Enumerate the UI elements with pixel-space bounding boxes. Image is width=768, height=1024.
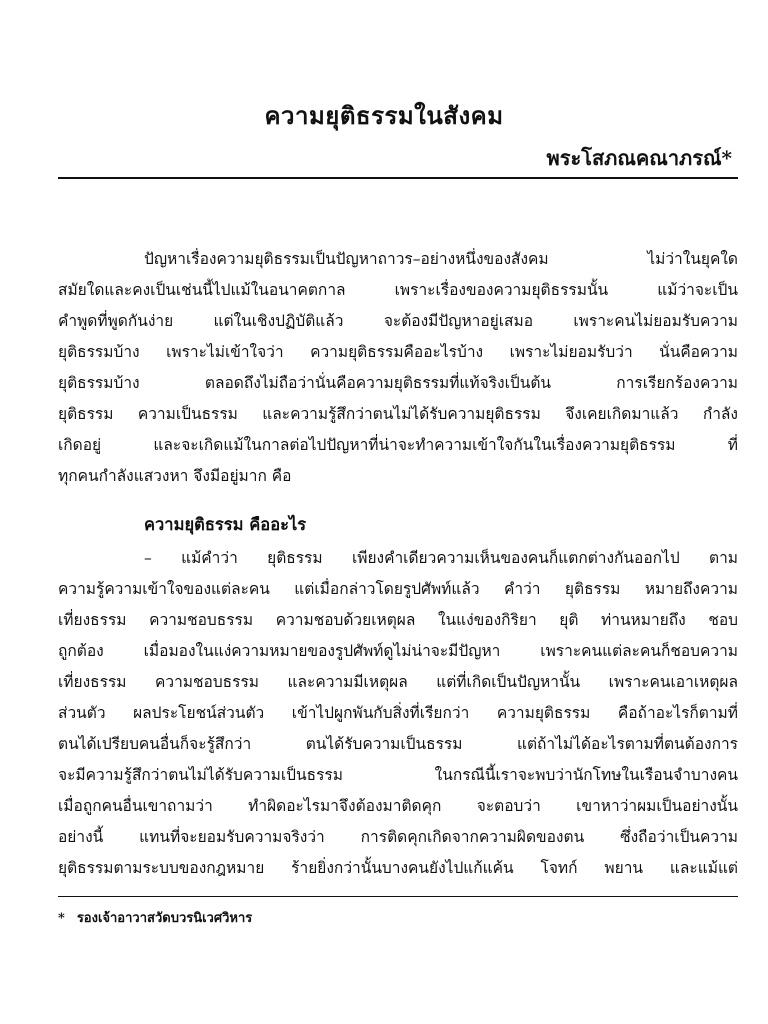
text-line: ความรู้ความเข้าใจของแต่ละคน แต่เมื่อกล่าวโดยรูปศัพท์แล้ว คำว่า ยุติธรรม หมายถึงความ xyxy=(58,580,738,598)
footnote-mark: * xyxy=(58,911,65,926)
text-line: เกิดอยู่ และจะเกิดแม้ในกาลต่อไปปัญหาที่น่าจะทำความเข้าใจกันในเรื่องความยุติธรรม ที่ xyxy=(58,436,738,454)
text-line: ถูกต้อง เมื่อมองในแง่ความหมายของรูปศัพท์ดูไม่น่าจะมีปัญหา เพราะคนแต่ละคนก็ชอบความ xyxy=(58,642,738,660)
text-line: ยุติธรรม ความเป็นธรรม และความรู้สึกว่าตนไม่ได้รับความยุติธรรม จึงเคยเกิดมาแล้ว กำลัง xyxy=(58,405,738,423)
text-line: เที่ยงธรรม ความชอบธรรม ความชอบด้วยเหตุผล ในแง่ของกิริยา ยุติ ท่านหมายถึง ชอบ xyxy=(58,611,738,629)
footnote-text: รองเจ้าอาวาสวัดบวรนิเวศวิหาร xyxy=(76,911,253,926)
text-line: ยุติธรรมตามระบบของกฎหมาย ร้ายยิ่งกว่านั้นบางคนยังไปแก้แค้น โจทก์ พยาน และแม้แต่ xyxy=(58,859,738,877)
text-line: ปัญหาเรื่องความยุติธรรมเป็นปัญหาถาวร–อย่างหนึ่งของสังคม ไม่ว่าในยุคใด xyxy=(144,250,738,268)
text-line: ยุติธรรมบ้าง ตลอดถึงไม่ถือว่านั่นคือความยุติธรรมที่แท้จริงเป็นต้น การเรียกร้องความ xyxy=(58,374,738,392)
text-line: ส่วนตัว ผลประโยชน์ส่วนตัว เข้าไปผูกพันกับสิ่งที่เรียกว่า ความยุติธรรม คือถ้าอะไรก็ตามที่ xyxy=(58,704,738,722)
paragraph-intro xyxy=(58,244,738,492)
text-line: อย่างนี้ แทนที่จะยอมรับความจริงว่า การติดคุกเกิดจากความผิดของตน ซึ่งถือว่าเป็นความ xyxy=(58,828,738,846)
text-line: เมื่อถูกคนอื่นเขาถามว่า ทำผิดอะไรมาจึงต้องมาติดคุก จะตอบว่า เขาหาว่าผมเป็นอย่างนั้น xyxy=(58,797,738,815)
text-line: คำพูดที่พูดกันง่าย แต่ในเชิงปฏิบัติแล้ว จะต้องมีปัญหาอยู่เสมอ เพราะคนไม่ยอมรับความ xyxy=(58,312,738,330)
text-line: จะมีความรู้สึกว่าตนไม่ได้รับความเป็นธรรม ในกรณีนี้เราจะพบว่านักโทษในเรือนจำบางคน xyxy=(58,766,738,784)
text-line: ตนได้เปรียบคนอื่นก็จะรู้สึกว่า ตนได้รับความเป็นธรรม แต่ถ้าไม่ได้อะไรตามที่ตนต้องการ xyxy=(58,735,738,753)
text-line: – แม้คำว่า ยุติธรรม เพียงคำเดียวความเห็นของคนก็แตกต่างกันออกไป ตาม xyxy=(144,549,738,567)
paragraph-definition xyxy=(58,543,738,884)
header-divider xyxy=(58,177,738,179)
text-line: สมัยใดและคงเป็นเช่นนี้ไปแม้ในอนาคตกาล เพราะเรื่องของความยุติธรรมนั้น แม้ว่าจะเป็น xyxy=(58,281,738,299)
footnote xyxy=(58,907,252,928)
article-title: ความยุติธรรมในสังคม xyxy=(264,101,504,130)
text-line: ยุติธรรมบ้าง เพราะไม่เข้าใจว่า ความยุติธรรมคืออะไรบ้าง เพราะไม่ยอมรับว่า นั่นคือความ xyxy=(58,343,738,361)
text-line: ทุกคนกำลังแสวงหา จึงมีอยู่มาก คือ xyxy=(58,467,292,485)
author-name: พระโสภณคณาภรณ์* xyxy=(546,146,732,170)
text-line: เที่ยงธรรม ความชอบธรรม และความมีเหตุผล แต่ที่เกิดเป็นปัญหานั้น เพราะคนเอาเหตุผล xyxy=(58,673,738,691)
footnote-divider xyxy=(58,896,738,897)
section-heading: ความยุติธรรม คืออะไร xyxy=(144,515,307,534)
